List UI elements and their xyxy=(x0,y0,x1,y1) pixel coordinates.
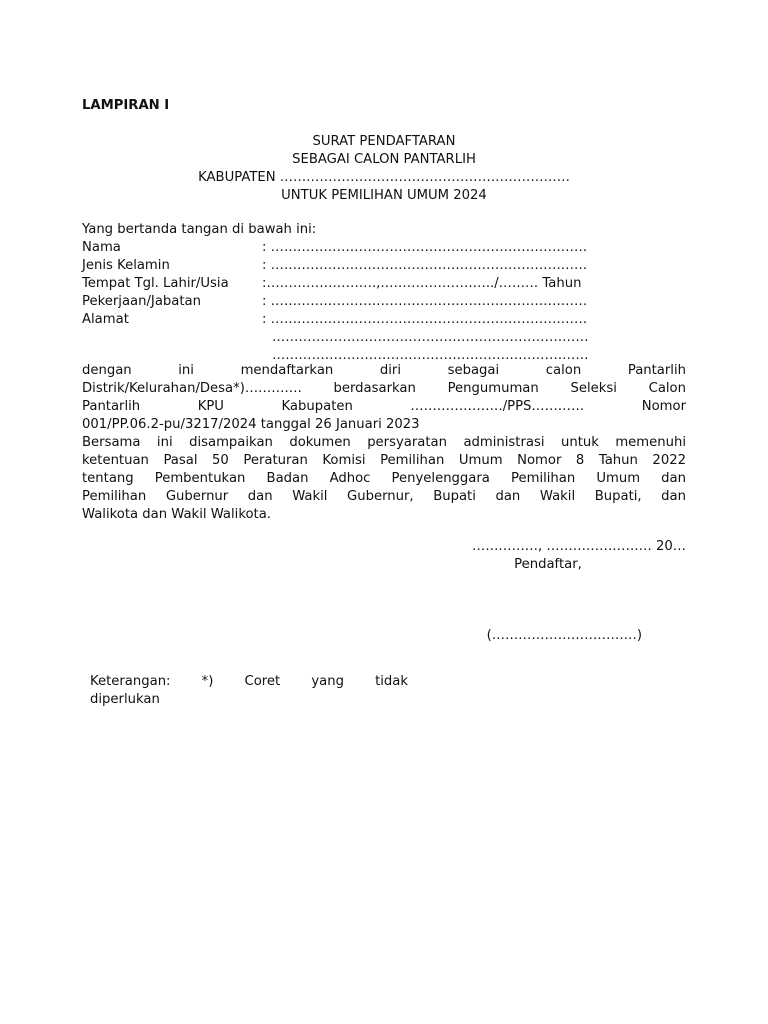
paragraph-line: Distrik/Kelurahan/Desa*)…………. berdasarkan Pengumuman Seleksi Calon xyxy=(82,381,686,396)
field-value-gender: : ……………………………………………………………… xyxy=(262,258,588,273)
address-continuation-line: ……………………………………………………………… xyxy=(272,348,589,363)
title-line-4: UNTUK PEMILIHAN UMUM 2024 xyxy=(281,188,487,203)
documents-paragraph xyxy=(82,434,686,524)
title-line-2: SEBAGAI CALON PANTARLIH xyxy=(292,152,476,167)
paragraph-line: tentang Pembentukan Badan Adhoc Penyelenggara Pemilihan Umum dan xyxy=(82,471,686,486)
note-line-1: Keterangan: *) Coret yang tidak xyxy=(90,674,408,689)
title-line-1: SURAT PENDAFTARAN xyxy=(312,134,456,149)
paragraph-line: Walikota dan Wakil Walikota. xyxy=(82,507,272,522)
field-value-birth: :…………………….,……………………../……… Tahun xyxy=(262,276,582,291)
field-value-address: : ……………………………………………………………… xyxy=(262,312,588,327)
field-label-gender: Jenis Kelamin xyxy=(82,258,170,273)
paragraph-line: 001/PP.06.2-pu/3217/2024 tanggal 26 Januari 2023 xyxy=(82,417,420,432)
field-label-occupation: Pekerjaan/Jabatan xyxy=(82,294,201,309)
paragraph-line: ketentuan Pasal 50 Peraturan Komisi Pemilihan Umum Nomor 8 Tahun 2022 xyxy=(82,453,686,468)
signature-name-placeholder: (……………………………) xyxy=(486,628,642,643)
intro-text: Yang bertanda tangan di bawah ini: xyxy=(82,222,317,237)
field-value-occupation: : ……………………………………………………………… xyxy=(262,294,588,309)
paragraph-line: Pantarlih KPU Kabupaten …………………/PPS………… Nomor xyxy=(82,399,686,414)
registration-paragraph xyxy=(82,362,686,434)
paragraph-line: Bersama ini disampaikan dokumen persyaratan administrasi untuk memenuhi xyxy=(82,435,686,450)
field-label-name: Nama xyxy=(82,240,121,255)
signature-date-line: ……………, …………………… 20… xyxy=(472,539,686,554)
attachment-heading: LAMPIRAN I xyxy=(82,98,170,113)
field-value-name: : ……………………………………………………………… xyxy=(262,240,588,255)
title-line-3: KABUPATEN ………………………………………………………… xyxy=(198,170,570,185)
field-label-birth: Tempat Tgl. Lahir/Usia xyxy=(82,276,229,291)
paragraph-line: Pemilihan Gubernur dan Wakil Gubernur, Bupati dan Wakil Bupati, dan xyxy=(82,489,686,504)
note-line-2: diperlukan xyxy=(90,692,160,707)
paragraph-line: dengan ini mendaftarkan diri sebagai calon Pantarlih xyxy=(82,363,686,378)
field-label-address: Alamat xyxy=(82,312,129,327)
signature-role: Pendaftar, xyxy=(514,557,582,572)
address-continuation-line: ……………………………………………………………… xyxy=(272,330,589,345)
